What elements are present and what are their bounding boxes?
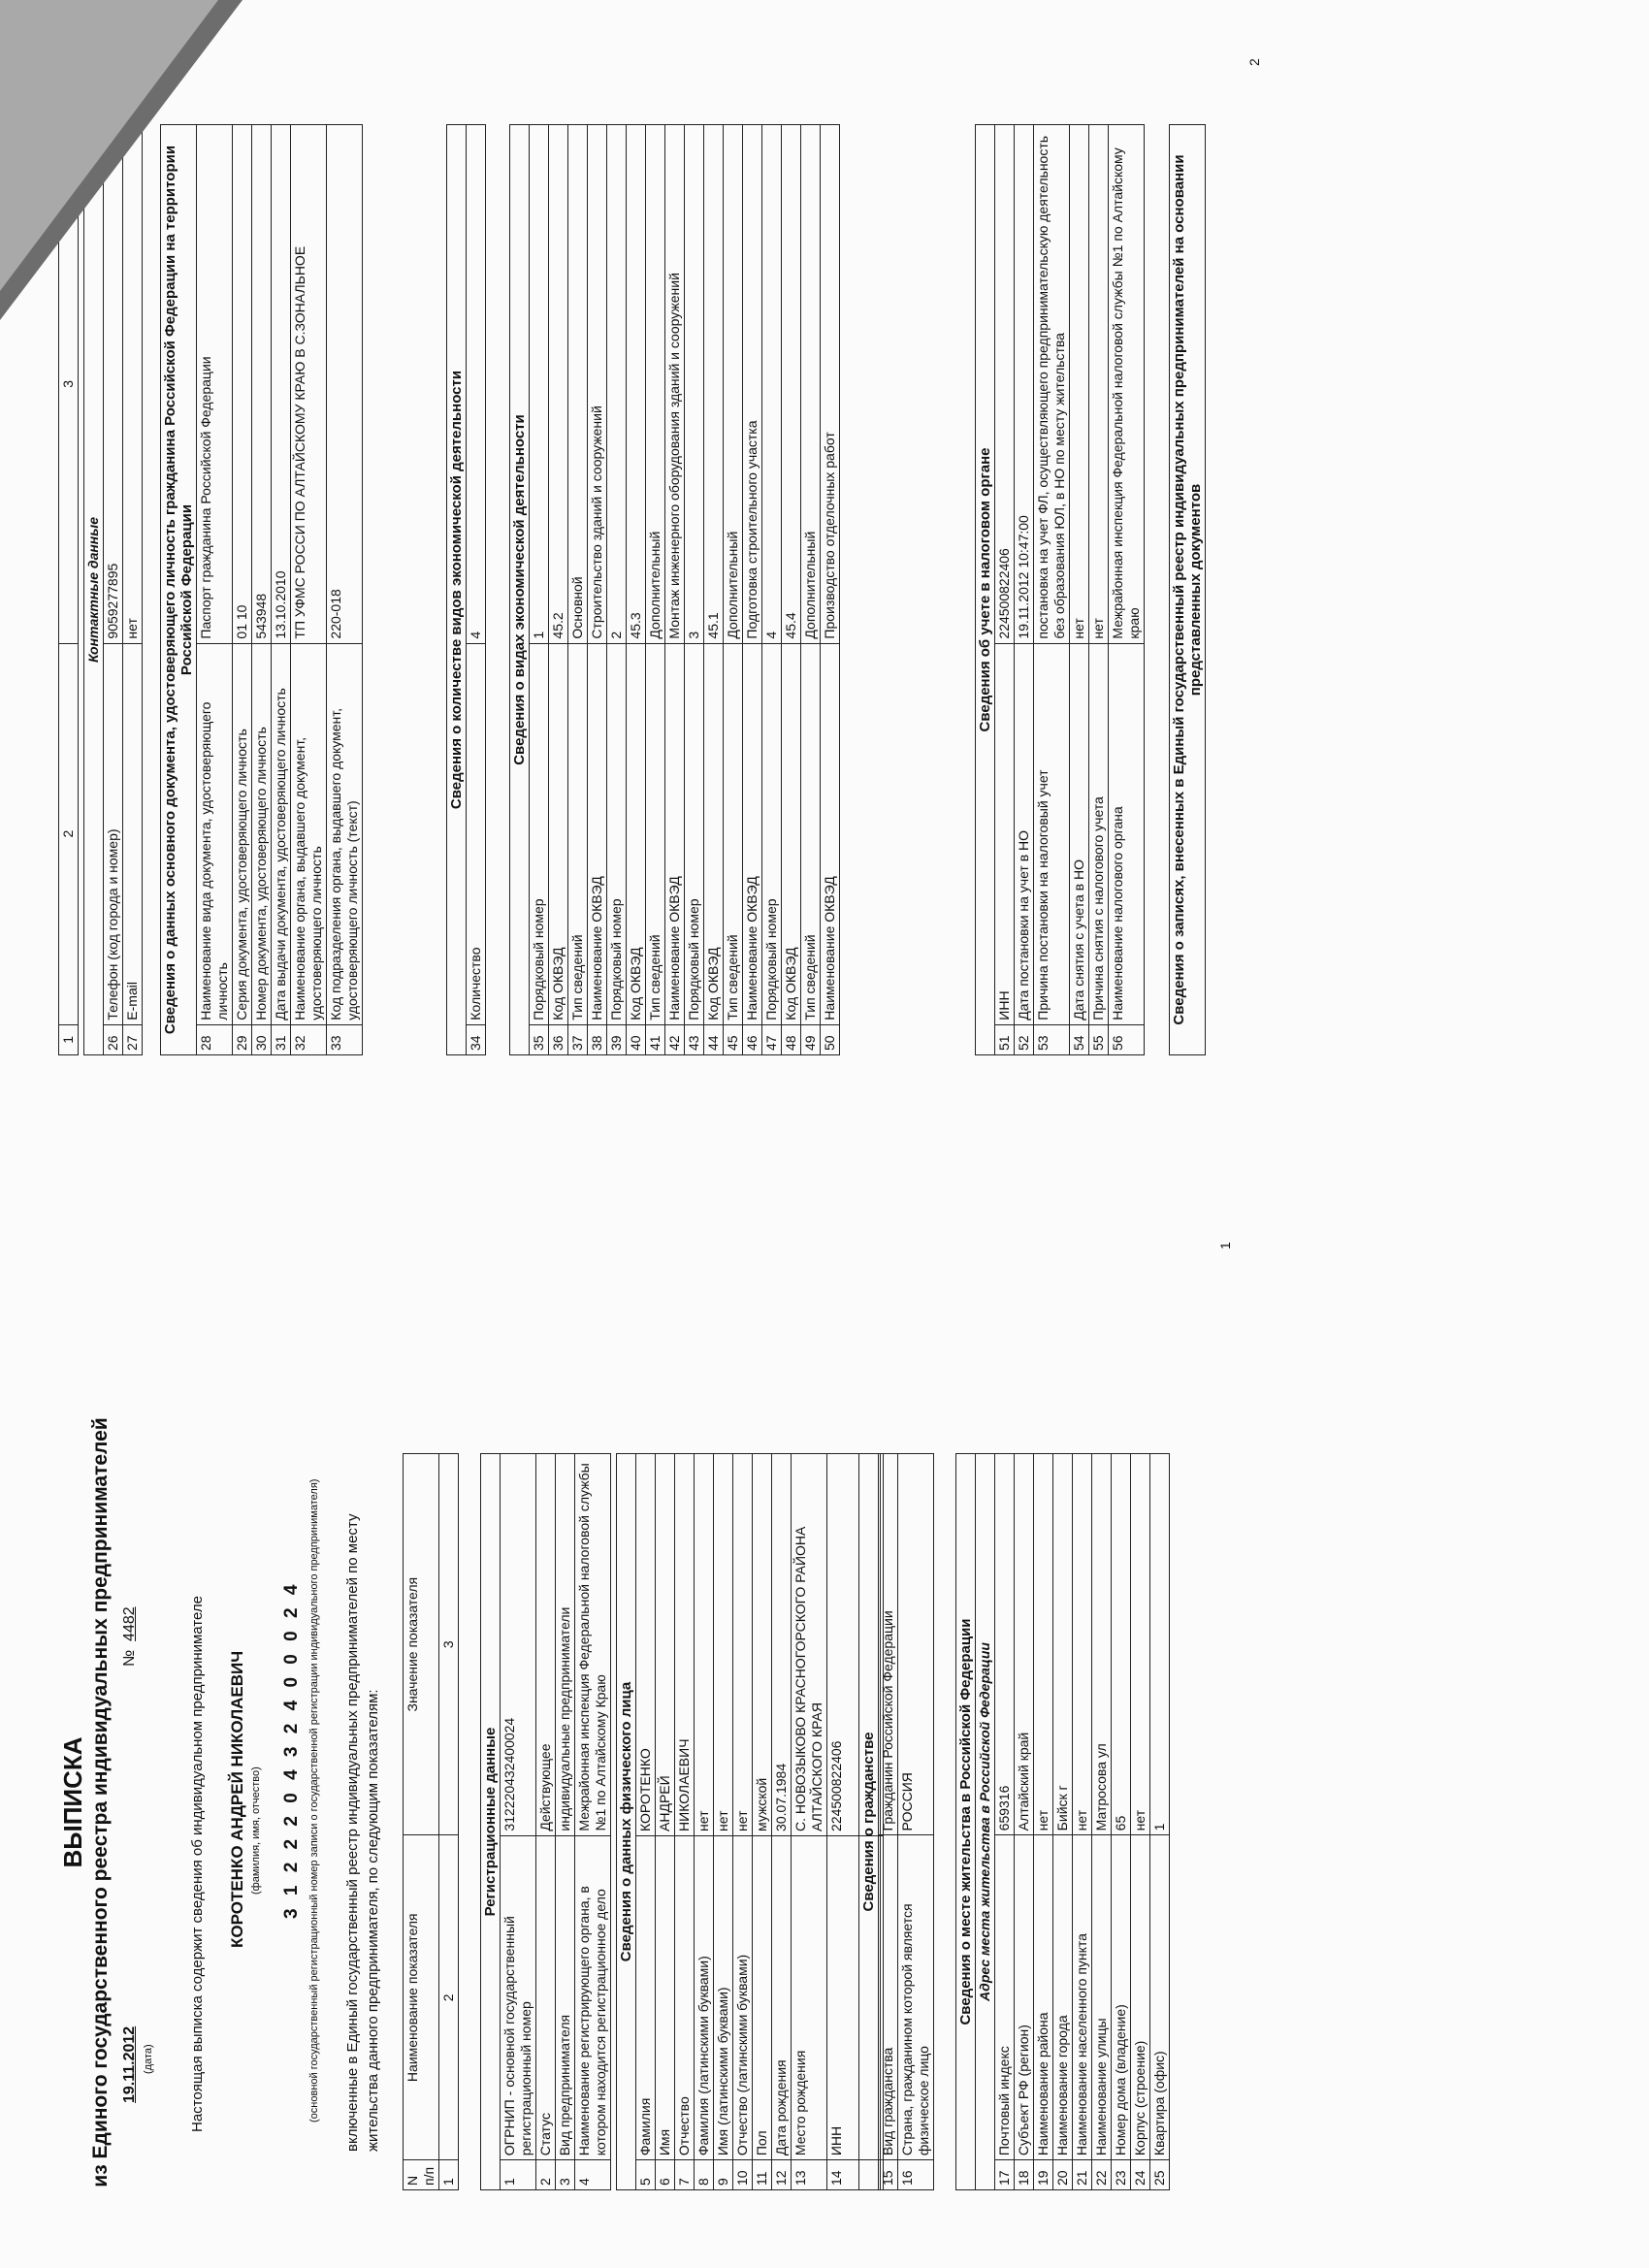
intro-text: Настоящая выписка содержит сведения об индивидуальном предпринимателе [189,1596,206,2132]
person-name-caption: (фамилия, имя, отчество) [250,1766,262,1895]
doc-number: № 4482 [121,1606,138,1667]
table-row: 41 Тип сведений Дополнительный [646,125,665,1055]
doc-date: 19.11.2012 [121,2025,138,2103]
records-table: Сведения о записях, внесенных в Единый государственный реестр индивидуальных предпринимателей на основании представленных документов [1169,124,1206,1055]
folded-corner-shade [0,0,218,291]
table-row: 38 Наименование ОКВЭД Строительство зданий и сооружений [588,125,607,1055]
table-row: 32 Наименование органа, выдавшего документ, удостоверяющего личность ТП УФМС РОССИ ПО АЛТАЙСКОМУ КРАЮ В С.ЗОНАЛЬНОЕ [291,125,327,1055]
ogrnip-big: 3 1 2 2 2 0 4 3 2 4 0 0 0 2 4 [281,1580,302,1919]
table-row: 16 Страна, гражданином которой является физическое лицо РОССИЯ [898,1454,934,2190]
table-row: 54 Дата снятия с учета в НО нет [1070,125,1089,1055]
table-row: 15 Вид гражданства Гражданин Российской Федерации [879,1454,898,2190]
table-row: 1 ОГРНИП - основной государственный регистрационный номер 312220432400024 [501,1454,536,2190]
header-table: N п/п Наименование показателя Значение показателя 1 2 3 [403,1453,459,2190]
registration-table: Регистрационные данные 1 ОГРНИП - основной государственный регистрационный номер 312220432400024 2 Статус Действующее 3 Вид предпринимателя индивидуальные предприниматели 4 Наименование регистрирующего органа, в котором находится регистрационное дело Межрайонная инспекция Федеральной налоговой службы №1 по Алтайскому Краю [480,1453,611,2190]
included-text-1: включенные в Единый государственный реестр индивидуальных предпринимателей по месту [344,1513,361,2152]
ogrnip-caption: (основной государственный регистрационный номер записи о государственной регистрации индивидуального предпринимателя) [308,1478,320,2122]
table-row: 28 Наименование вида документа, удостоверяющего личность Паспорт гражданина Российской Федерации [197,125,233,1055]
citizenship-table: Сведения о гражданстве 15 Вид гражданства Гражданин Российской Федерации 16 Страна, гражданином которой является физическое лицо РОССИЯ [858,1453,934,2190]
okved-count-table: Сведения о количестве видов экономической деятельности 34 Количество 4 [446,124,486,1055]
table-row: 13 Место рождения С. НОВОЗЫКОВО КРАСНОГОРСКОГО РАЙОНА АЛТАЙСКОГО КРАЯ [792,1454,827,2190]
table-row: 39 Порядковый номер 2 [607,125,627,1055]
table-row: 55 Причина снятия с налогового учета нет [1089,125,1109,1055]
table-row: 21 Наименование населенного пункта нет [1073,1454,1092,2190]
table-row: 27 E-mail нет [123,125,143,1055]
page-number-1: 1 [1217,1242,1233,1249]
table-row: 43 Порядковый номер 3 [685,125,704,1055]
doc-title: ВЫПИСКА [58,1736,87,1868]
table-row: 30 Номер документа, удостоверяющего личность 543948 [252,125,272,1055]
table-row: 51 ИНН 224500822406 [995,125,1015,1055]
table-row: 20 Наименование города Бийск г [1053,1454,1073,2190]
table-row: 45 Тип сведений Дополнительный [724,125,743,1055]
doc-subtitle: из Единого государственного реестра индивидуальных предпринимателей [89,1417,112,2187]
contacts-table: Контактные данные 26 Телефон (код города и номер) 9059277895 27 E-mail нет [83,124,143,1055]
table-row: 6 Имя АНДРЕЙ [656,1454,675,2190]
included-text-2: жительства данного предпринимателя, по следующим показателям: [365,1689,381,2152]
table-row: 19 Наименование района нет [1034,1454,1053,2190]
identity-doc-table: Сведения о данных основного документа, удостоверяющего личность гражданина Российской Федерации на территории Российской Федерации 28 Наименование вида документа, удостоверяющего личность Паспорт гражданина Российской Федерации 29 Серия документа, удостоверяющего личность 01 10 30 Номер документа, удостоверяющего личность 543948 31 Дата выдачи документа, удостоверяющего личность 13.10.2010 32 Наименование органа, выдавшего документ, удостоверяющего личность ТП УФМС РОССИ ПО АЛТАЙСКОМУ КРАЮ В С.ЗОНАЛЬНОЕ 33 Код подразделения органа, выдавшего документ, удостоверяющего личность (текст) 220-018 [160,124,363,1055]
table-row: 49 Тип сведений Дополнительный [801,125,821,1055]
page-number-2: 2 [1246,58,1262,66]
table-row: 44 Код ОКВЭД 45.1 [704,125,724,1055]
table-row: 47 Порядковый номер 4 [762,125,782,1055]
table-row: 42 Наименование ОКВЭД Монтаж инженерного оборудования зданий и сооружений [665,125,685,1055]
table-row: 40 Код ОКВЭД 45.3 [627,125,646,1055]
table-row: 46 Наименование ОКВЭД Подготовка строительного участка [743,125,762,1055]
table-row: 52 Дата постановки на учет в НО 19.11.2012 10:47:00 [1015,125,1034,1055]
table-row: 3 Вид предпринимателя индивидуальные предприниматели [556,1454,575,2190]
table-row: 34 Количество 4 [467,125,486,1055]
table-row: 12 Дата рождения 30.07.1984 [772,1454,792,2190]
table-row: 18 Субъект РФ (регион) Алтайский край [1015,1454,1034,2190]
person-name: КОРОТЕНКО АНДРЕЙ НИКОЛАЕВИЧ [228,1650,246,1948]
table-row: 25 Квартира (офис) 1 [1150,1454,1170,2190]
table-row: 37 Тип сведений Основной [568,125,588,1055]
okved-table: Сведения о видах экономической деятельности 35 Порядковый номер 1 36 Код ОКВЭД 45.2 37 Тип сведений Основной 38 Наименование ОКВЭД Строительство зданий и сооружений 39 Порядковый номер 2 40 Код ОКВЭД 45.3 41 Тип сведений Дополнительный 42 Наименование ОКВЭД Монтаж инженерного оборудования зданий и сооружений 43 Порядковый номер 3 44 Код ОКВЭД 45.1 45 Тип сведений Дополнительный 46 Наименование ОКВЭД Подготовка строительного участка 47 Порядковый номер 4 48 Код ОКВЭД 45.4 49 Тип сведений Дополнительный 50 Наименование ОКВЭД Производство отделочных работ [509,124,840,1055]
table-row: 22 Наименование улицы Матросова ул [1092,1454,1112,2190]
table-row: 11 Пол мужской [753,1454,772,2190]
residence-table: Сведения о месте жительства в Российской Федерации Адрес места жительства в Российской Федерации 17 Почтовый индекс 659316 18 Субъект РФ (регион) Алтайский край 19 Наименование района нет 20 Наименование города Бийск г 21 Наименование населенного пункта нет 22 Наименование улицы Матросова ул 23 Номер дома (владение) 65 24 Корпус (строение) нет 25 Квартира (офис) 1 [955,1453,1170,2190]
table-row: 17 Почтовый индекс 659316 [995,1454,1015,2190]
table-row: 31 Дата выдачи документа, удостоверяющего личность 13.10.2010 [272,125,291,1055]
table-row: 29 Серия документа, удостоверяющего личность 01 10 [233,125,252,1055]
date-caption: (дата) [143,2044,154,2074]
table-row: 35 Порядковый номер 1 [530,125,549,1055]
table-row: 9 Имя (латинскими буквами) нет [714,1454,733,2190]
col-header-table: 1 2 3 [58,124,79,1055]
table-row: 4 Наименование регистрирующего органа, в котором находится регистрационное дело Межрайонная инспекция Федеральной налоговой службы №1 по Алтайскому Краю [575,1454,611,2190]
table-row: 48 Код ОКВЭД 45.4 [782,125,801,1055]
table-row: 14 ИНН 224500822406 [827,1454,881,2190]
page-1 [0,1162,1649,2229]
table-row: 33 Код подразделения органа, выдавшего документ, удостоверяющего личность (текст) 220-018 [327,125,363,1055]
table-row: 26 Телефон (код города и номер) 9059277895 [104,125,123,1055]
table-row: 2 Статус Действующее [536,1454,556,2190]
table-row: 36 Код ОКВЭД 45.2 [549,125,568,1055]
table-row: 8 Фамилия (латинскими буквами) нет [695,1454,714,2190]
table-row: 10 Отчество (латинскими буквами) нет [733,1454,753,2190]
physical-person-table: Сведения о данных физического лица 5 Фамилия КОРОТЕНКО 6 Имя АНДРЕЙ 7 Отчество НИКОЛАЕВИЧ 8 Фамилия (латинскими буквами) нет 9 Имя (латинскими буквами) нет 10 Отчество (латинскими буквами) нет 11 Пол мужской 12 Дата рождения 30.07.1984 13 Место рождения С. НОВОЗЫКОВО КРАСНОГОРСКОГО РАЙОНА АЛТАЙСКОГО КРАЯ 14 ИНН 224500822406 [616,1453,884,2190]
table-row: 53 Причина постановки на налоговый учет постановка на учет ФЛ, осуществляющего предпринимательскую деятельность без образования ЮЛ, в НО по месту жительства [1034,125,1070,1055]
table-row: 56 Наименование налогового органа Межрайонная инспекция Федеральной налоговой службы №1 по Алтайскому краю [1109,125,1145,1055]
table-row: 23 Номер дома (владение) 65 [1112,1454,1131,2190]
table-row: 24 Корпус (строение) нет [1131,1454,1150,2190]
tax-table: Сведения об учете в налоговом органе 51 ИНН 224500822406 52 Дата постановки на учет в НО 19.11.2012 10:47:00 53 Причина постановки на налоговый учет постановка на учет ФЛ, осуществляющего предпринимательскую деятельность без образования ЮЛ, в НО по месту жительства 54 Дата снятия с учета в НО нет 55 Причина снятия с налогового учета нет 56 Наименование налогового органа Межрайонная инспекция Федеральной налоговой службы №1 по Алтайскому краю [975,124,1145,1055]
table-row: 5 Фамилия КОРОТЕНКО [636,1454,656,2190]
table-row: 50 Наименование ОКВЭД Производство отделочных работ [821,125,840,1055]
table-row: 7 Отчество НИКОЛАЕВИЧ [675,1454,695,2190]
page-2 [0,27,1649,1094]
